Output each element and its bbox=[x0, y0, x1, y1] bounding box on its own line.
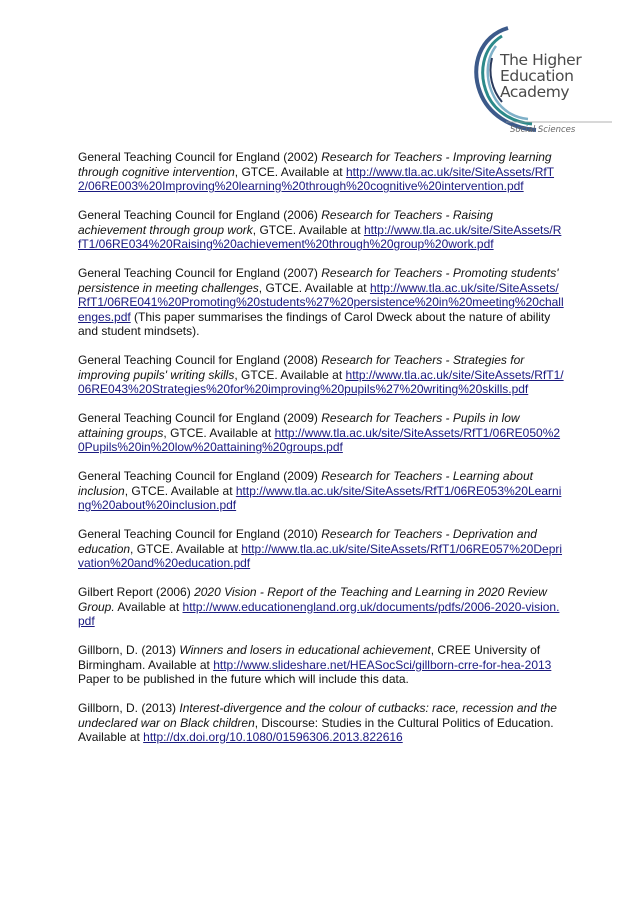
reference-link[interactable]: http://www.tla.ac.uk/site/SiteAssets/RfT1/06RE057%20Deprivation%20and%20education.pdf bbox=[78, 541, 563, 571]
logo-subtitle: Social Sciences bbox=[510, 125, 576, 135]
reference-link[interactable]: http://dx.doi.org/10.1080/01596306.2013.822616 bbox=[143, 730, 403, 745]
reference-authors: General Teaching Council for England (2009) bbox=[78, 411, 322, 426]
reference-link[interactable]: http://www.slideshare.net/HEASocSci/gillborn-crre-for-hea-2013 bbox=[213, 657, 552, 672]
reference-title: Winners and losers in educational achievement bbox=[179, 642, 431, 657]
logo-line-2: Education bbox=[500, 67, 574, 85]
reference-entry bbox=[78, 266, 564, 339]
reference-source: , GTCE. Available at bbox=[163, 425, 275, 440]
reference-title: Research for Teachers - Deprivation and education bbox=[78, 527, 537, 556]
reference-authors: General Teaching Council for England (2009) bbox=[78, 469, 322, 484]
reference-entry bbox=[78, 585, 564, 629]
reference-entry bbox=[78, 150, 564, 194]
reference-authors: General Teaching Council for England (2010) bbox=[78, 527, 322, 541]
reference-source: , GTCE. Available at bbox=[252, 222, 364, 237]
reference-link[interactable]: http://www.tla.ac.uk/site/SiteAssets/RfT1/06RE041%20Promoting%20students%27%20persistence%20in%20meeting%20challenges.pdf bbox=[78, 280, 564, 324]
logo-line-1: The Higher bbox=[500, 51, 582, 69]
reference-authors: Gilbert Report (2006) bbox=[78, 584, 195, 599]
reference-authors: General Teaching Council for England (2006) bbox=[78, 207, 322, 222]
reference-entry bbox=[78, 208, 564, 252]
reference-source: Available at bbox=[114, 599, 183, 614]
reference-authors: General Teaching Council for England (2002) bbox=[78, 150, 322, 164]
reference-entry bbox=[78, 469, 564, 513]
reference-title: Research for Teachers - Pupils in low attaining groups bbox=[78, 411, 520, 440]
reference-source: , GTCE. Available at bbox=[258, 280, 370, 295]
reference-note: Paper to be published in the future which will include this data. bbox=[78, 672, 409, 687]
reference-entry bbox=[78, 643, 564, 687]
reference-authors: Gillborn, D. (2013) bbox=[78, 700, 180, 715]
reference-title: Research for Teachers - Improving learning through cognitive intervention bbox=[78, 150, 552, 179]
reference-entry bbox=[78, 411, 564, 455]
reference-link[interactable]: http://www.tla.ac.uk/site/SiteAssets/RfT1/06RE053%20Learning%20about%20inclusion.pdf bbox=[78, 483, 562, 513]
reference-link[interactable]: http://www.tla.ac.uk/site/SiteAssets/RfT1/06RE050%20Pupils%20in%20low%20attaining%20groups.pdf bbox=[78, 425, 561, 455]
reference-authors: General Teaching Council for England (2007) bbox=[78, 265, 322, 280]
reference-authors: Gillborn, D. (2013) bbox=[78, 642, 180, 657]
hea-logo bbox=[466, 22, 616, 140]
reference-link[interactable]: http://www.tla.ac.uk/site/SiteAssets/RfT1/06RE043%20Strategies%20for%20improving%20pupils%27%20writing%20skills.pdf bbox=[78, 367, 564, 397]
reference-entry bbox=[78, 527, 564, 571]
reference-title: Research for Teachers - Strategies for improving pupils' writing skills bbox=[78, 353, 525, 382]
reference-list bbox=[78, 150, 564, 759]
reference-source: , CREE University of Birmingham. Available at bbox=[78, 642, 541, 672]
reference-entry bbox=[78, 353, 564, 397]
reference-title: Research for Teachers - Raising achievement through group work bbox=[78, 207, 493, 237]
reference-link[interactable]: http://www.tla.ac.uk/site/SiteAssets/RfT1/06RE034%20Raising%20achievement%20through%20group%20work.pdf bbox=[78, 222, 562, 252]
reference-title: Interest-divergence and the colour of cutbacks: race, recession and the undeclared war on Black children bbox=[78, 700, 557, 730]
reference-source: , GTCE. Available at bbox=[130, 541, 242, 556]
reference-title: 2020 Vision - Report of the Teaching and Learning in 2020 Review Group. bbox=[78, 584, 547, 614]
reference-note: (This paper summarises the findings of Carol Dweck about the nature of ability and student mindsets). bbox=[78, 309, 551, 339]
reference-entry bbox=[78, 701, 564, 745]
reference-title: Research for Teachers - Learning about inclusion bbox=[78, 469, 533, 498]
reference-link[interactable]: http://www.tla.ac.uk/site/SiteAssets/RfT2/06RE003%20Improving%20learning%20through%20cognitive%20intervention.pdf bbox=[78, 164, 555, 194]
reference-source: , GTCE. Available at bbox=[124, 483, 236, 498]
reference-link[interactable]: http://www.educationengland.org.uk/documents/pdfs/2006-2020-vision.pdf bbox=[78, 599, 560, 629]
reference-authors: General Teaching Council for England (2008) bbox=[78, 353, 322, 368]
reference-title: Research for Teachers - Promoting students' persistence in meeting challenges bbox=[78, 265, 559, 295]
reference-source: , Discourse: Studies in the Cultural Politics of Education. Available at bbox=[78, 715, 554, 745]
reference-source: , GTCE. Available at bbox=[234, 367, 346, 382]
logo-line-3: Academy bbox=[500, 83, 570, 101]
reference-source: , GTCE. Available at bbox=[234, 164, 346, 179]
